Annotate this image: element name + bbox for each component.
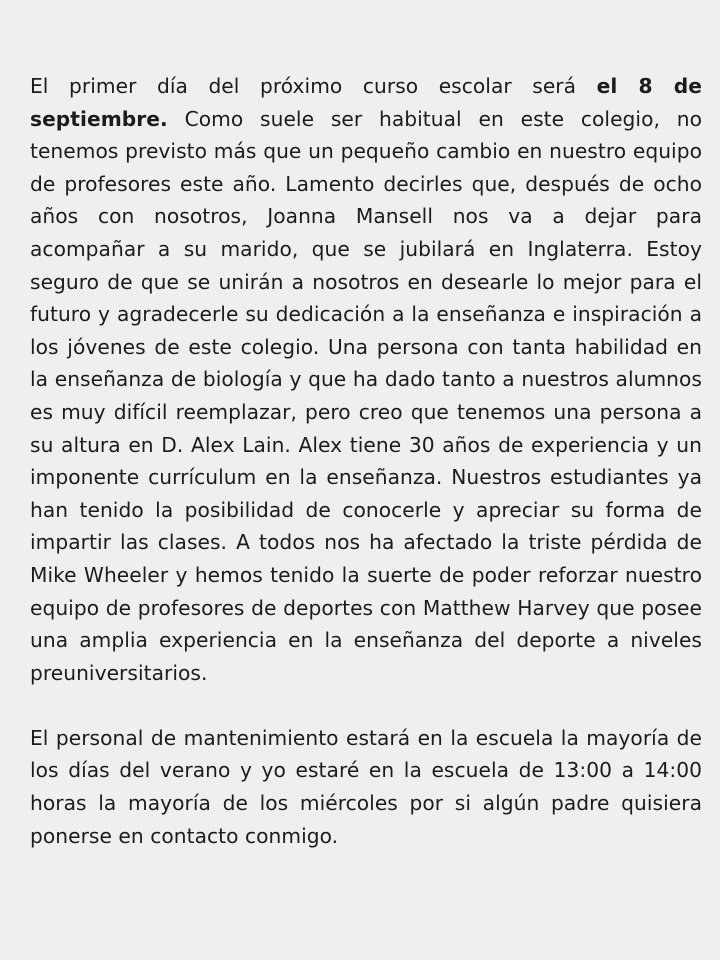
paragraph-intro-text: El primer día del próximo curso escolar será xyxy=(30,74,597,98)
document-body xyxy=(30,70,702,852)
paragraph-body-text: Como suele ser habitual en este colegio, no tenemos previsto más que un pequeño cambio en nuestro equipo de profesores este año. Lamento decirles que, después de ocho años con nosotros, Joanna Mansell nos va a dejar para acompañar a su marido, que se jubilará en Inglaterra. Estoy seguro de que se unirán a nosotros en desearle lo mejor para el futuro y agradecerle su dedicación a la enseñanza e inspiración a los jóvenes de este colegio. Una persona con tanta habilidad en la enseñanza de biología y que ha dado tanto a nuestros alumnos es muy difícil reemplazar, pero creo que tenemos una persona a su altura en D. Alex Lain. Alex tiene 30 años de experiencia y un imponente currículum en la enseñanza. Nuestros estudiantes ya han tenido la posibilidad de conocerle y apreciar su forma de impartir las clases. A todos nos ha afectado la triste pérdida de Mike Wheeler y hemos tenido la suerte de poder reforzar nuestro equipo de profesores de deportes con Matthew Harvey que posee una amplia experiencia en la enseñanza del deporte a niveles preuniversitarios. xyxy=(30,106,702,685)
start-date-bold: el 8 de septiembre. xyxy=(30,74,702,131)
paragraph-staff-changes xyxy=(30,70,702,689)
paragraph-maintenance: El personal de mantenimiento estará en la escuela la mayoría de los días del verano y yo estaré en la escuela de 13:00 a 14:00 horas la mayoría de los miércoles por si algún padre quisiera ponerse en contacto conmigo. xyxy=(30,725,702,848)
